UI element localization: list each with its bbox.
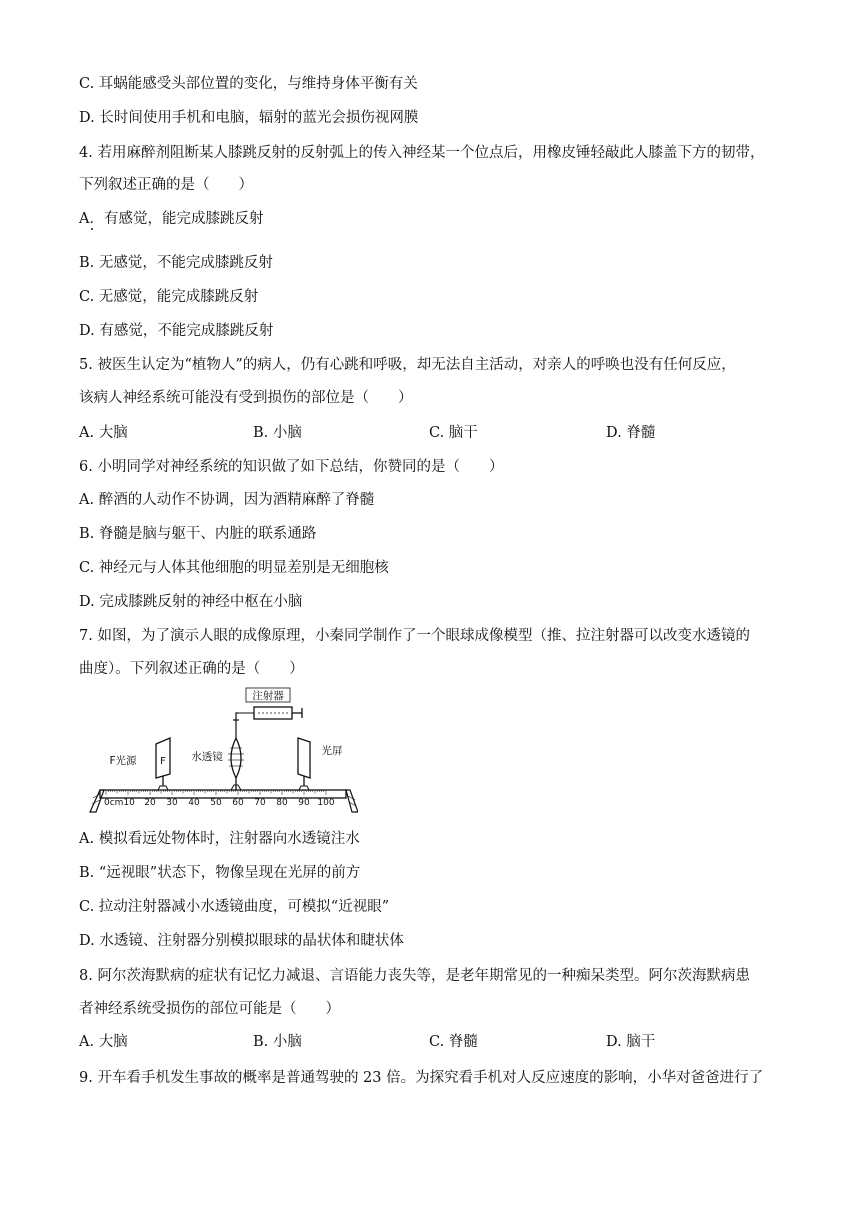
q9-line1: 9. 开车看手机发生事故的概率是普通驾驶的 23 倍。为探究看手机对人反应速度的影响，小华对爸爸进行了	[79, 1070, 764, 1086]
ruler-tick-label: 50	[210, 798, 222, 808]
q7c: C. 拉动注射器减小水透镜曲度，可模拟“近视眼”	[79, 899, 390, 915]
q4b: B. 无感觉，不能完成膝跳反射	[79, 255, 273, 271]
syringe-label: 注射器	[252, 690, 284, 702]
light-source-letter: F	[160, 756, 166, 767]
q5-line1: 5. 被医生认定为“植物人”的病人，仍有心跳和呼吸，却无法自主活动，对亲人的呼唤也没有任何反应，	[79, 357, 736, 373]
q6a: A. 醉酒的人动作不协调，因为酒精麻醉了脊髓	[79, 492, 375, 508]
q4d: D. 有感觉，不能完成膝跳反射	[79, 323, 274, 339]
ruler-tick-label: 100	[317, 798, 335, 808]
q7-line1: 7. 如图，为了演示人眼的成像原理，小秦同学制作了一个眼球成像模型（推、拉注射器可以改变水透镜的	[79, 628, 750, 644]
q5-option-d: D. 脊髓	[606, 425, 656, 441]
ruler-tick-label: 20	[144, 798, 156, 808]
q3c: C. 耳蜗能感受头部位置的变化，与维持身体平衡有关	[79, 76, 418, 92]
ruler-tick-label: 30	[166, 798, 178, 808]
q7-line2: 曲度）。下列叙述正确的是（ ）	[79, 661, 304, 677]
q3d: D. 长时间使用手机和电脑，辐射的蓝光会损伤视网膜	[79, 110, 419, 126]
q7a: A. 模拟看远处物体时，注射器向水透镜注水	[79, 831, 360, 847]
ruler-tick-label: 60	[232, 798, 244, 808]
ruler-tick-label: 80	[276, 798, 288, 808]
ruler-tick-group	[106, 790, 326, 795]
q4a: A．有感觉，能完成膝跳反射	[79, 211, 264, 227]
eye-model-figure	[78, 686, 358, 816]
water-lens-icon	[228, 738, 244, 790]
q6-stem: 6. 小明同学对神经系统的知识做了如下总结，你赞同的是（ ）	[79, 459, 504, 475]
q6c: C. 神经元与人体其他细胞的明显差别是无细胞核	[79, 560, 389, 576]
q5-option-a: A. 大脑	[79, 425, 128, 441]
screen-icon	[298, 738, 310, 790]
syringe-icon	[238, 707, 302, 719]
q6d: D. 完成膝跳反射的神经中枢在小脑	[79, 594, 303, 610]
q8-option-a: A. 大脑	[79, 1034, 128, 1050]
q7b: B. “远视眼”状态下，物像呈现在光屏的前方	[79, 865, 361, 881]
stray-dot	[91, 228, 93, 230]
ruler-tick-label: 0cm10	[104, 798, 135, 808]
q8-line2: 者神经系统受损伤的部位可能是（ ）	[79, 1001, 340, 1017]
q8-option-b: B. 小脑	[253, 1034, 302, 1050]
q5-option-b: B. 小脑	[253, 425, 302, 441]
q4-line1: 4. 若用麻醉剂阻断某人膝跳反射的反射弧上的传入神经某一个位点后，用橡皮锤轻敲此人膝盖下方的韧带，	[79, 145, 765, 161]
q4-line2: 下列叙述正确的是（ ）	[79, 177, 253, 193]
light-source-label: F光源	[109, 755, 137, 767]
q8-line1: 8. 阿尔茨海默病的症状有记忆力减退、言语能力丧失等，是老年期常见的一种痴呆类型。阿尔茨海默病患	[79, 968, 750, 984]
q5-line2: 该病人神经系统可能没有受到损伤的部位是（ ）	[79, 390, 413, 406]
ruler-labels	[104, 798, 335, 808]
q7d: D. 水透镜、注射器分别模拟眼球的晶状体和睫状体	[79, 933, 404, 949]
ruler-tick-label: 70	[254, 798, 266, 808]
q6b: B. 脊髓是脑与躯干、内脏的联系通路	[79, 526, 317, 542]
ruler-tick-label: 90	[298, 798, 310, 808]
q8-option-c: C. 脊髓	[429, 1034, 478, 1050]
q5-option-c: C. 脑干	[429, 425, 478, 441]
q4c: C. 无感觉，能完成膝跳反射	[79, 289, 259, 305]
q8-option-d: D. 脑干	[606, 1034, 656, 1050]
ruler-tick-label: 40	[188, 798, 200, 808]
water-lens-label: 水透镜	[191, 751, 223, 763]
screen-label: 光屏	[321, 745, 343, 757]
